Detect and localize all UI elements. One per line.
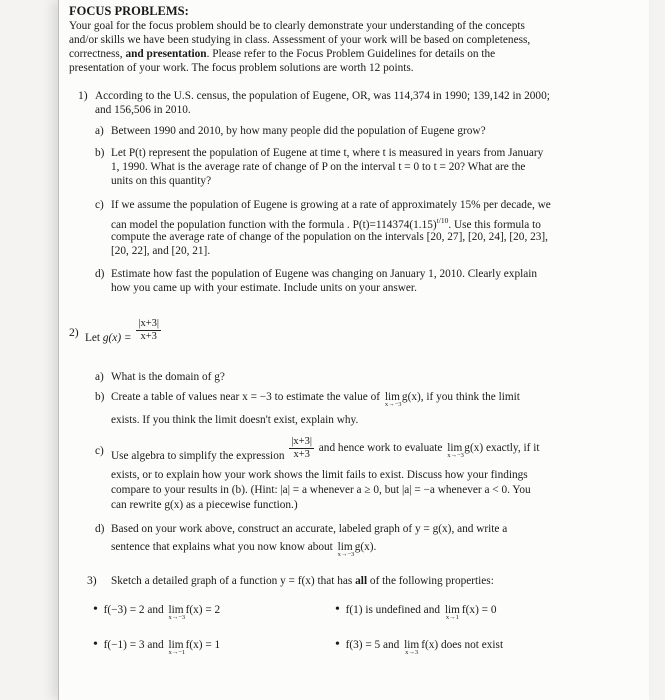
problem-3-number: 3) — [87, 574, 97, 587]
problem-1d-line-1: Estimate how fast the population of Eugene was changing on January 1, 2010. Clearly explain — [111, 268, 538, 280]
problem-2a-text: What is the domain of g? — [111, 371, 225, 383]
g-fraction: $\frac{|x+3|}{x+3}$ — [138, 318, 159, 342]
problem-2d-line-1: Based on your work above, construct an accurate, labeled graph of y = g(x), and write a — [111, 523, 508, 535]
problem-1c-line-3: compute the average rate of change of the population on the intervals [20, 27], [20, 24], [20, 23], — [111, 231, 548, 243]
page-title: FOCUS PROBLEMS: — [69, 4, 189, 18]
problem-2b-line-1: Create a table of values near x = −3 to estimate the value of lim x→−3 g(x), if you think the limit — [111, 391, 520, 408]
problem-1b-line-1: Let P(t) represent the population of Eugene at time t, where t is measured in years from January — [111, 147, 544, 159]
intro-line-1: Your goal for the focus problem should be to clearly demonstrate your understanding of the concepts — [69, 20, 525, 32]
population-formula: P(t)=114374(1.15) — [352, 218, 437, 231]
problem-2-number: 2) — [69, 326, 79, 339]
property-bullet: • f(−3) = 2 and lim x→−3 f(x) = 2 — [93, 602, 221, 621]
problem-1-number: 1) — [78, 89, 88, 102]
problem-1b-line-2: 1, 1990. What is the average rate of change of P on the interval t = 0 to t = 20? What are the — [111, 161, 526, 173]
problem-1d-line-2: how you came up with your estimate. Include units on your answer. — [111, 282, 417, 294]
problem-2c-line-1: Use algebra to simplify the expression $\frac{|x+3|}{x+3}$ and hence work to evaluate lim x→−3 g(x) exactly, if it — [111, 436, 540, 463]
property-bullet: • f(3) = 5 and lim x→3 f(x) does not exist — [335, 637, 504, 656]
problem-2a-label: a) — [95, 371, 104, 383]
problem-2c-line-2: exists, or to explain how your work shows the limit fails to exist. Discuss how your findings — [111, 469, 528, 481]
problem-2c-line-3: compare to your results in (b). (Hint: |a| = a whenever a ≥ 0, but |a| = −a whenever a < 0. You — [111, 484, 531, 496]
limit-expression: lim x→−3 — [337, 541, 355, 558]
problem-1b-label: b) — [95, 147, 105, 159]
problem-1c-label: c) — [95, 199, 104, 211]
problem-1c-line-1: If we assume the population of Eugene is growing at a rate of approximately 15% per decade, we — [111, 199, 551, 211]
bullet-icon: • — [335, 602, 340, 617]
intro-line-4: presentation of your work. The focus problem solutions are worth 12 points. — [69, 62, 414, 74]
problem-1c-line-2: can model the population function with the formula . $P(t)=114374(1.15)^{t/10}$. Use this formula to — [111, 216, 541, 231]
problem-1-stem-line-1: According to the U.S. census, the population of Eugene, OR, was 114,374 in 1990; 139,142 in 2000; — [95, 90, 550, 102]
problem-2-definition: Let g(x) = $\frac{|x+3|}{x+3}$ — [85, 318, 159, 345]
bullet-icon: • — [93, 602, 98, 617]
bullet-icon: • — [335, 637, 340, 652]
problem-2c-label: c) — [95, 445, 104, 457]
property-bullet: • f(−1) = 3 and lim x→−1 f(x) = 1 — [93, 637, 221, 656]
limit-expression: lim x→−3 — [447, 442, 464, 460]
problem-2c-line-4: can rewrite g(x) as a piecewise function.) — [111, 499, 298, 511]
simplify-fraction: $\frac{|x+3|}{x+3}$ — [291, 436, 312, 460]
problem-3-stem: Sketch a detailed graph of a function y = f(x) that has all of the following properties: — [111, 575, 494, 587]
problem-1d-label: d) — [95, 268, 105, 280]
intro-line-3: correctness, and presentation. Please refer to the Focus Problem Guidelines for details on the — [69, 48, 496, 60]
problem-1-stem-line-2: and 156,506 in 2010. — [95, 104, 191, 116]
problem-1a-label: a) — [95, 125, 104, 137]
bullet-icon: • — [93, 637, 98, 652]
problem-1c-line-4: [20, 22], and [20, 21]. — [111, 245, 211, 257]
intro-line-2: and/or skills we have been studying in class. Assessment of your work will be based on completeness, — [69, 34, 531, 46]
problem-2d-line-2: sentence that explains what you now know about lim x→−3 g(x). — [111, 541, 377, 558]
limit-expression: lim x→−3 — [384, 391, 402, 408]
property-bullet: • f(1) is undefined and lim x→1 f(x) = 0 — [335, 602, 497, 621]
problem-2b-line-2: exists. If you think the limit doesn't exist, explain why. — [111, 414, 359, 426]
problem-1b-line-3: units on this quantity? — [111, 175, 212, 187]
problem-2b-label: b) — [95, 391, 105, 403]
worksheet-page — [58, 0, 649, 700]
formula-exponent: t/10 — [436, 216, 449, 225]
problem-1a-text: Between 1990 and 2010, by how many people did the population of Eugene grow? — [111, 125, 486, 137]
problem-2d-label: d) — [95, 523, 105, 535]
